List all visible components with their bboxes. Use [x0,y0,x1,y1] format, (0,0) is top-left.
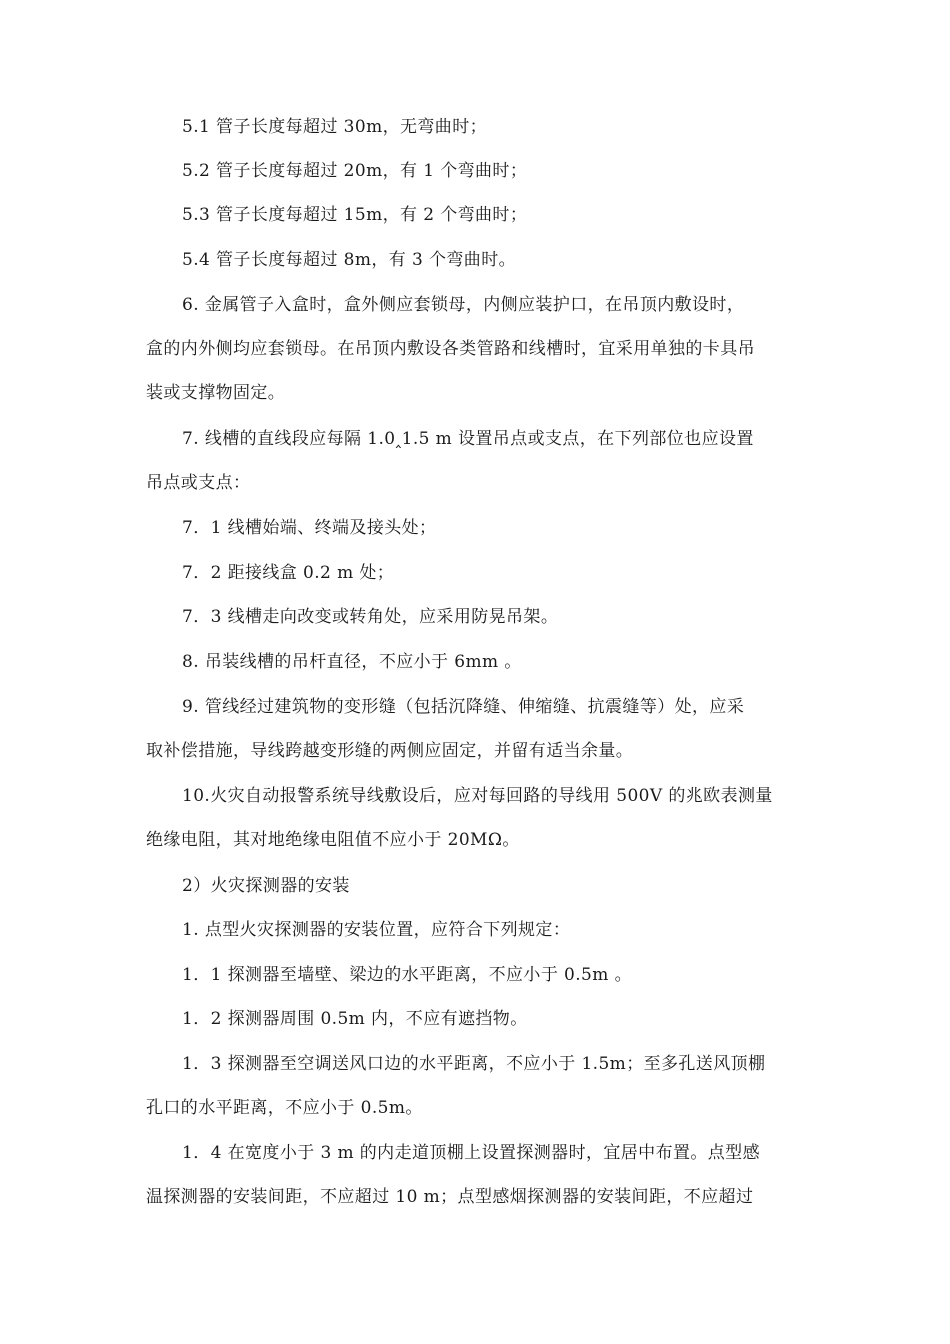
text-line: 1．2 探测器周围 0.5m 内，不应有遮挡物。 [182,1009,528,1029]
text-line: 5.2 管子长度每超过 20m，有 1 个弯曲时； [182,161,528,181]
text-line: 5.3 管子长度每超过 15m，有 2 个弯曲时； [182,205,528,225]
text-line: 7．2 距接线盒 0.2 m 处； [182,563,395,583]
text-line: 2）火灾探测器的安装 [182,876,350,896]
paragraph-10 [146,774,810,862]
paragraph-5-4 [146,238,810,282]
paragraph-5-3 [146,193,810,237]
paragraph-7-3 [146,595,810,639]
text-line: 盒的内外侧均应套锁母。在吊顶内敷设各类管路和线槽时，宜采用单独的卡具吊 [146,339,755,359]
section-heading-detector-install [146,864,810,908]
text-line: 1．3 探测器至空调送风口边的水平距离，不应小于 1.5m；至多孔送风顶棚 [182,1054,766,1074]
text-line: 1．1 探测器至墙壁、梁边的水平距离，不应小于 0.5m 。 [182,965,632,985]
paragraph-6 [146,283,810,415]
text-line: 9. 管线经过建筑物的变形缝（包括沉降缝、伸缩缝、抗震缝等）处，应采 [182,697,745,717]
paragraph-d1-1 [146,953,810,997]
text-line: 8. 吊装线槽的吊杆直径，不应小于 6mm 。 [182,652,522,672]
text-line: 10.火灾自动报警系统导线敷设后，应对每回路的导线用 500V 的兆欧表测量 [182,786,773,806]
text-line: 5.4 管子长度每超过 8m，有 3 个弯曲时。 [182,250,517,270]
text-line: 1. 点型火灾探测器的安装位置，应符合下列规定： [182,920,571,940]
paragraph-d1 [146,908,810,952]
paragraph-8 [146,640,810,684]
text-line: 吊点或支点： [146,473,251,493]
text-line: 取补偿措施，导线跨越变形缝的两侧应固定，并留有适当余量。 [146,741,634,761]
text-line: 6. 金属管子入盒时，盒外侧应套锁母，内侧应装护口，在吊顶内敷设时， [182,295,745,315]
text-line: 绝缘电阻，其对地绝缘电阻值不应小于 20MΩ。 [146,830,520,850]
paragraph-d1-3 [146,1042,810,1130]
paragraph-9 [146,685,810,773]
text-line: 孔口的水平距离，不应小于 0.5m。 [146,1098,423,1118]
paragraph-7-1 [146,506,810,550]
paragraph-5-2 [146,149,810,193]
paragraph-5-1 [146,105,810,149]
paragraph-7 [146,417,810,505]
text-line: 温探测器的安装间距，不应超过 10 m；点型感烟探测器的安装间距，不应超过 [146,1187,754,1207]
text-line: 5.1 管子长度每超过 30m，无弯曲时； [182,117,487,137]
paragraph-7-2 [146,551,810,595]
paragraph-d1-2 [146,997,810,1041]
text-line: 7. 线槽的直线段应每隔 1.0‸1.5 m 设置吊点或支点，在下列部位也应设置 [182,429,754,449]
text-line: 1．4 在宽度小于 3 m 的内走道顶棚上设置探测器时，宜居中布置。点型感 [182,1143,760,1163]
text-line: 7．1 线槽始端、终端及接头处； [182,518,437,538]
text-line: 装或支撑物固定。 [146,383,286,403]
text-line: 7．3 线槽走向改变或转角处，应采用防晃吊架。 [182,607,559,627]
paragraph-d1-4 [146,1131,810,1219]
